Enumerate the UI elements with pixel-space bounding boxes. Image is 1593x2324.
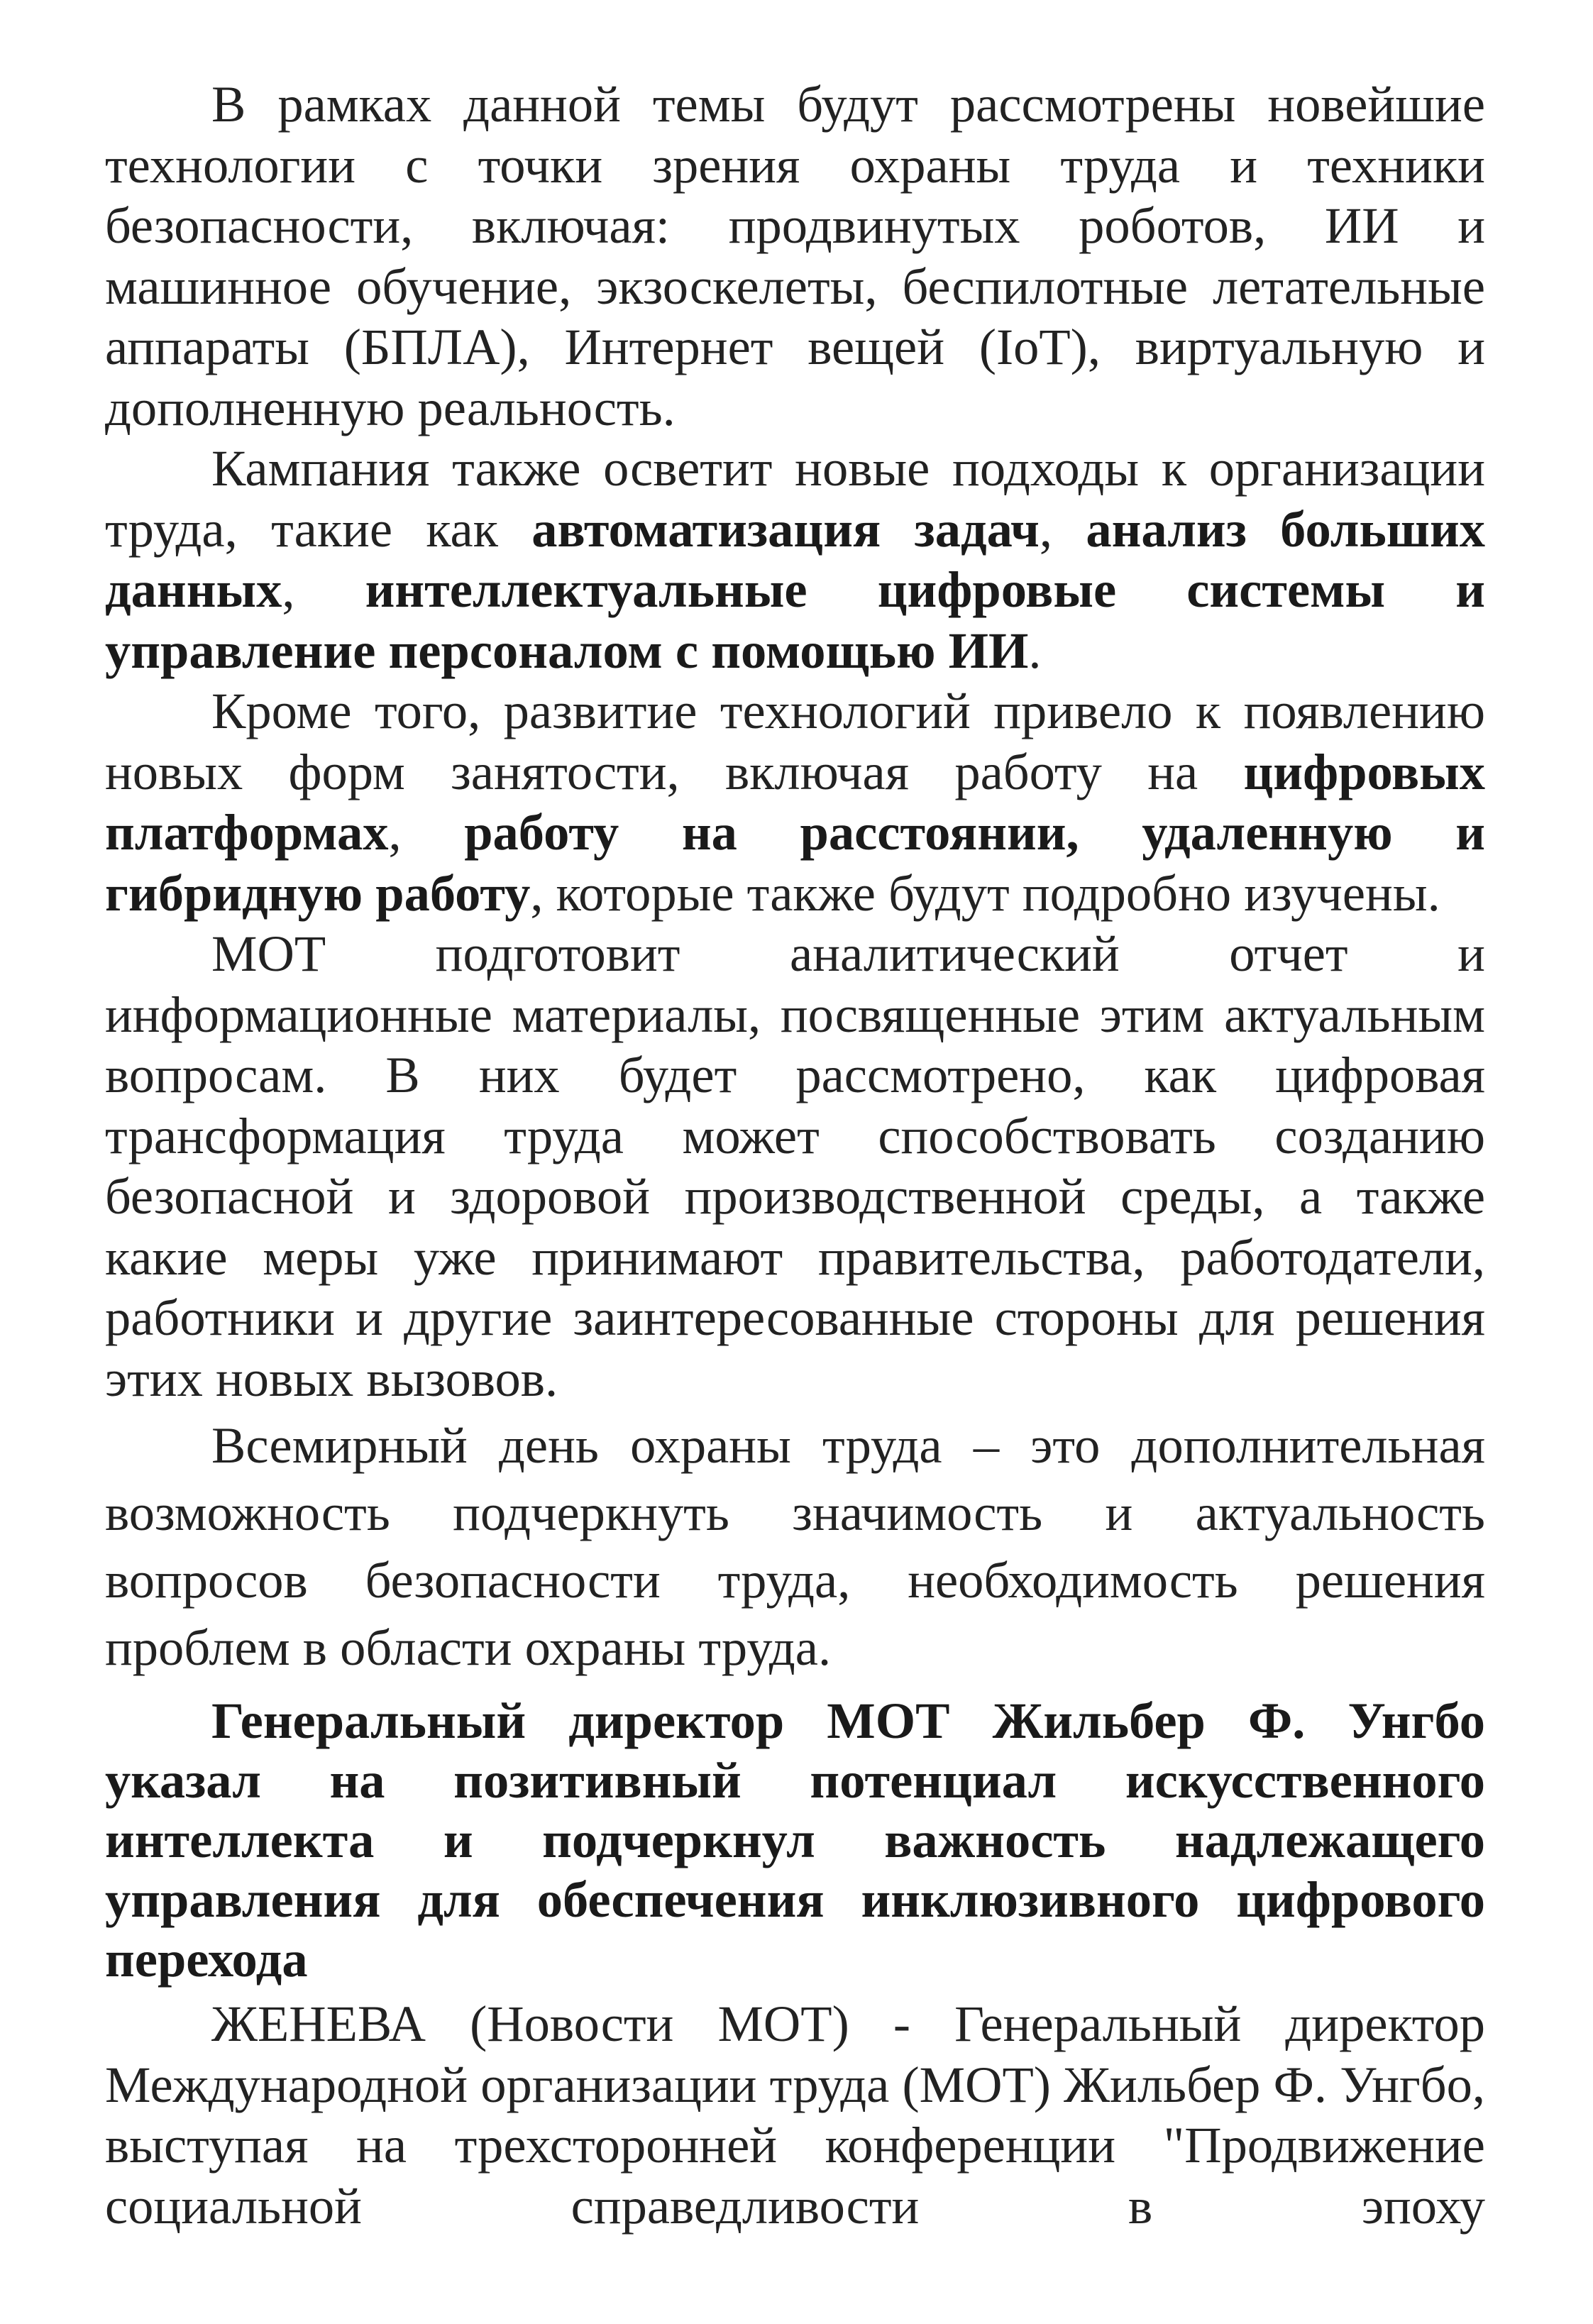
- paragraph-technologies: В рамках данной темы будут рассмотрены новейшие технологии с точки зрения охраны труда и техники безопасности, включая: продвинутых роботов, ИИ и машинное обучение, экзоскелеты, беспилотные летательные аппараты (БПЛА), Интернет вещей (IoT), виртуальную и дополненную реальность.: [105, 75, 1485, 436]
- employment-text-2: ,: [388, 803, 465, 861]
- paragraph-employment-forms: [105, 681, 1485, 923]
- section-heading: Генеральный директор МОТ Жильбер Ф. Унгбо указал на позитивный потенциал искусственного интеллекта и подчеркнул важность надлежащего управления для обеспечения инклюзивного цифрового перехода: [105, 1692, 1485, 1988]
- employment-text-1: Кроме того, развитие технологий привело к появлению новых форм занятости, включая работу на: [105, 682, 1485, 800]
- campaign-bold-automation: автоматизация задач: [531, 500, 1040, 558]
- campaign-text-3: ,: [282, 561, 365, 618]
- campaign-bold-big-data: анализ больших данных: [105, 500, 1486, 618]
- paragraph-report: МОТ подготовит аналитический отчет и информационные материалы, посвященные этим актуальным вопросам. В них будет рассмотрено, как цифровая трансформация труда может способствовать созданию безопасной и здоровой производственной среды, а также какие меры уже принимают правительства, работодатели, работники и другие заинтересованные стороны для решения этих новых вызовов.: [105, 925, 1485, 1407]
- campaign-text-2: ,: [1039, 500, 1086, 558]
- employment-bold-remote-work: работу на расстоянии, удаленную и гибридную работу: [105, 803, 1485, 922]
- employment-text-3: , которые также будут подробно изучены.: [530, 864, 1440, 922]
- campaign-bold-digital-systems: интеллектуальные цифровые системы и управление персоналом с помощью ИИ: [105, 561, 1486, 679]
- paragraph-geneva: ЖЕНЕВА (Новости МОТ) - Генеральный директор Международной организации труда (МОТ) Жильбер Ф. Унгбо, выступая на трехсторонней конференции "Продвижение социальной справедливости в эпоху: [105, 1995, 1485, 2235]
- campaign-text-4: .: [1028, 621, 1042, 679]
- paragraph-campaign: [105, 438, 1485, 681]
- campaign-text-1: Кампания также осветит новые подходы к организации труда, такие как: [105, 439, 1485, 558]
- employment-bold-platforms: цифровых платформах: [105, 742, 1485, 861]
- paragraph-world-day: Всемирный день охраны труда – это дополнительная возможность подчеркнуть значимость и актуальность вопросов безопасности труда, необходимость решения проблем в области охраны труда.: [105, 1416, 1485, 1676]
- document-page: [105, 74, 1485, 2236]
